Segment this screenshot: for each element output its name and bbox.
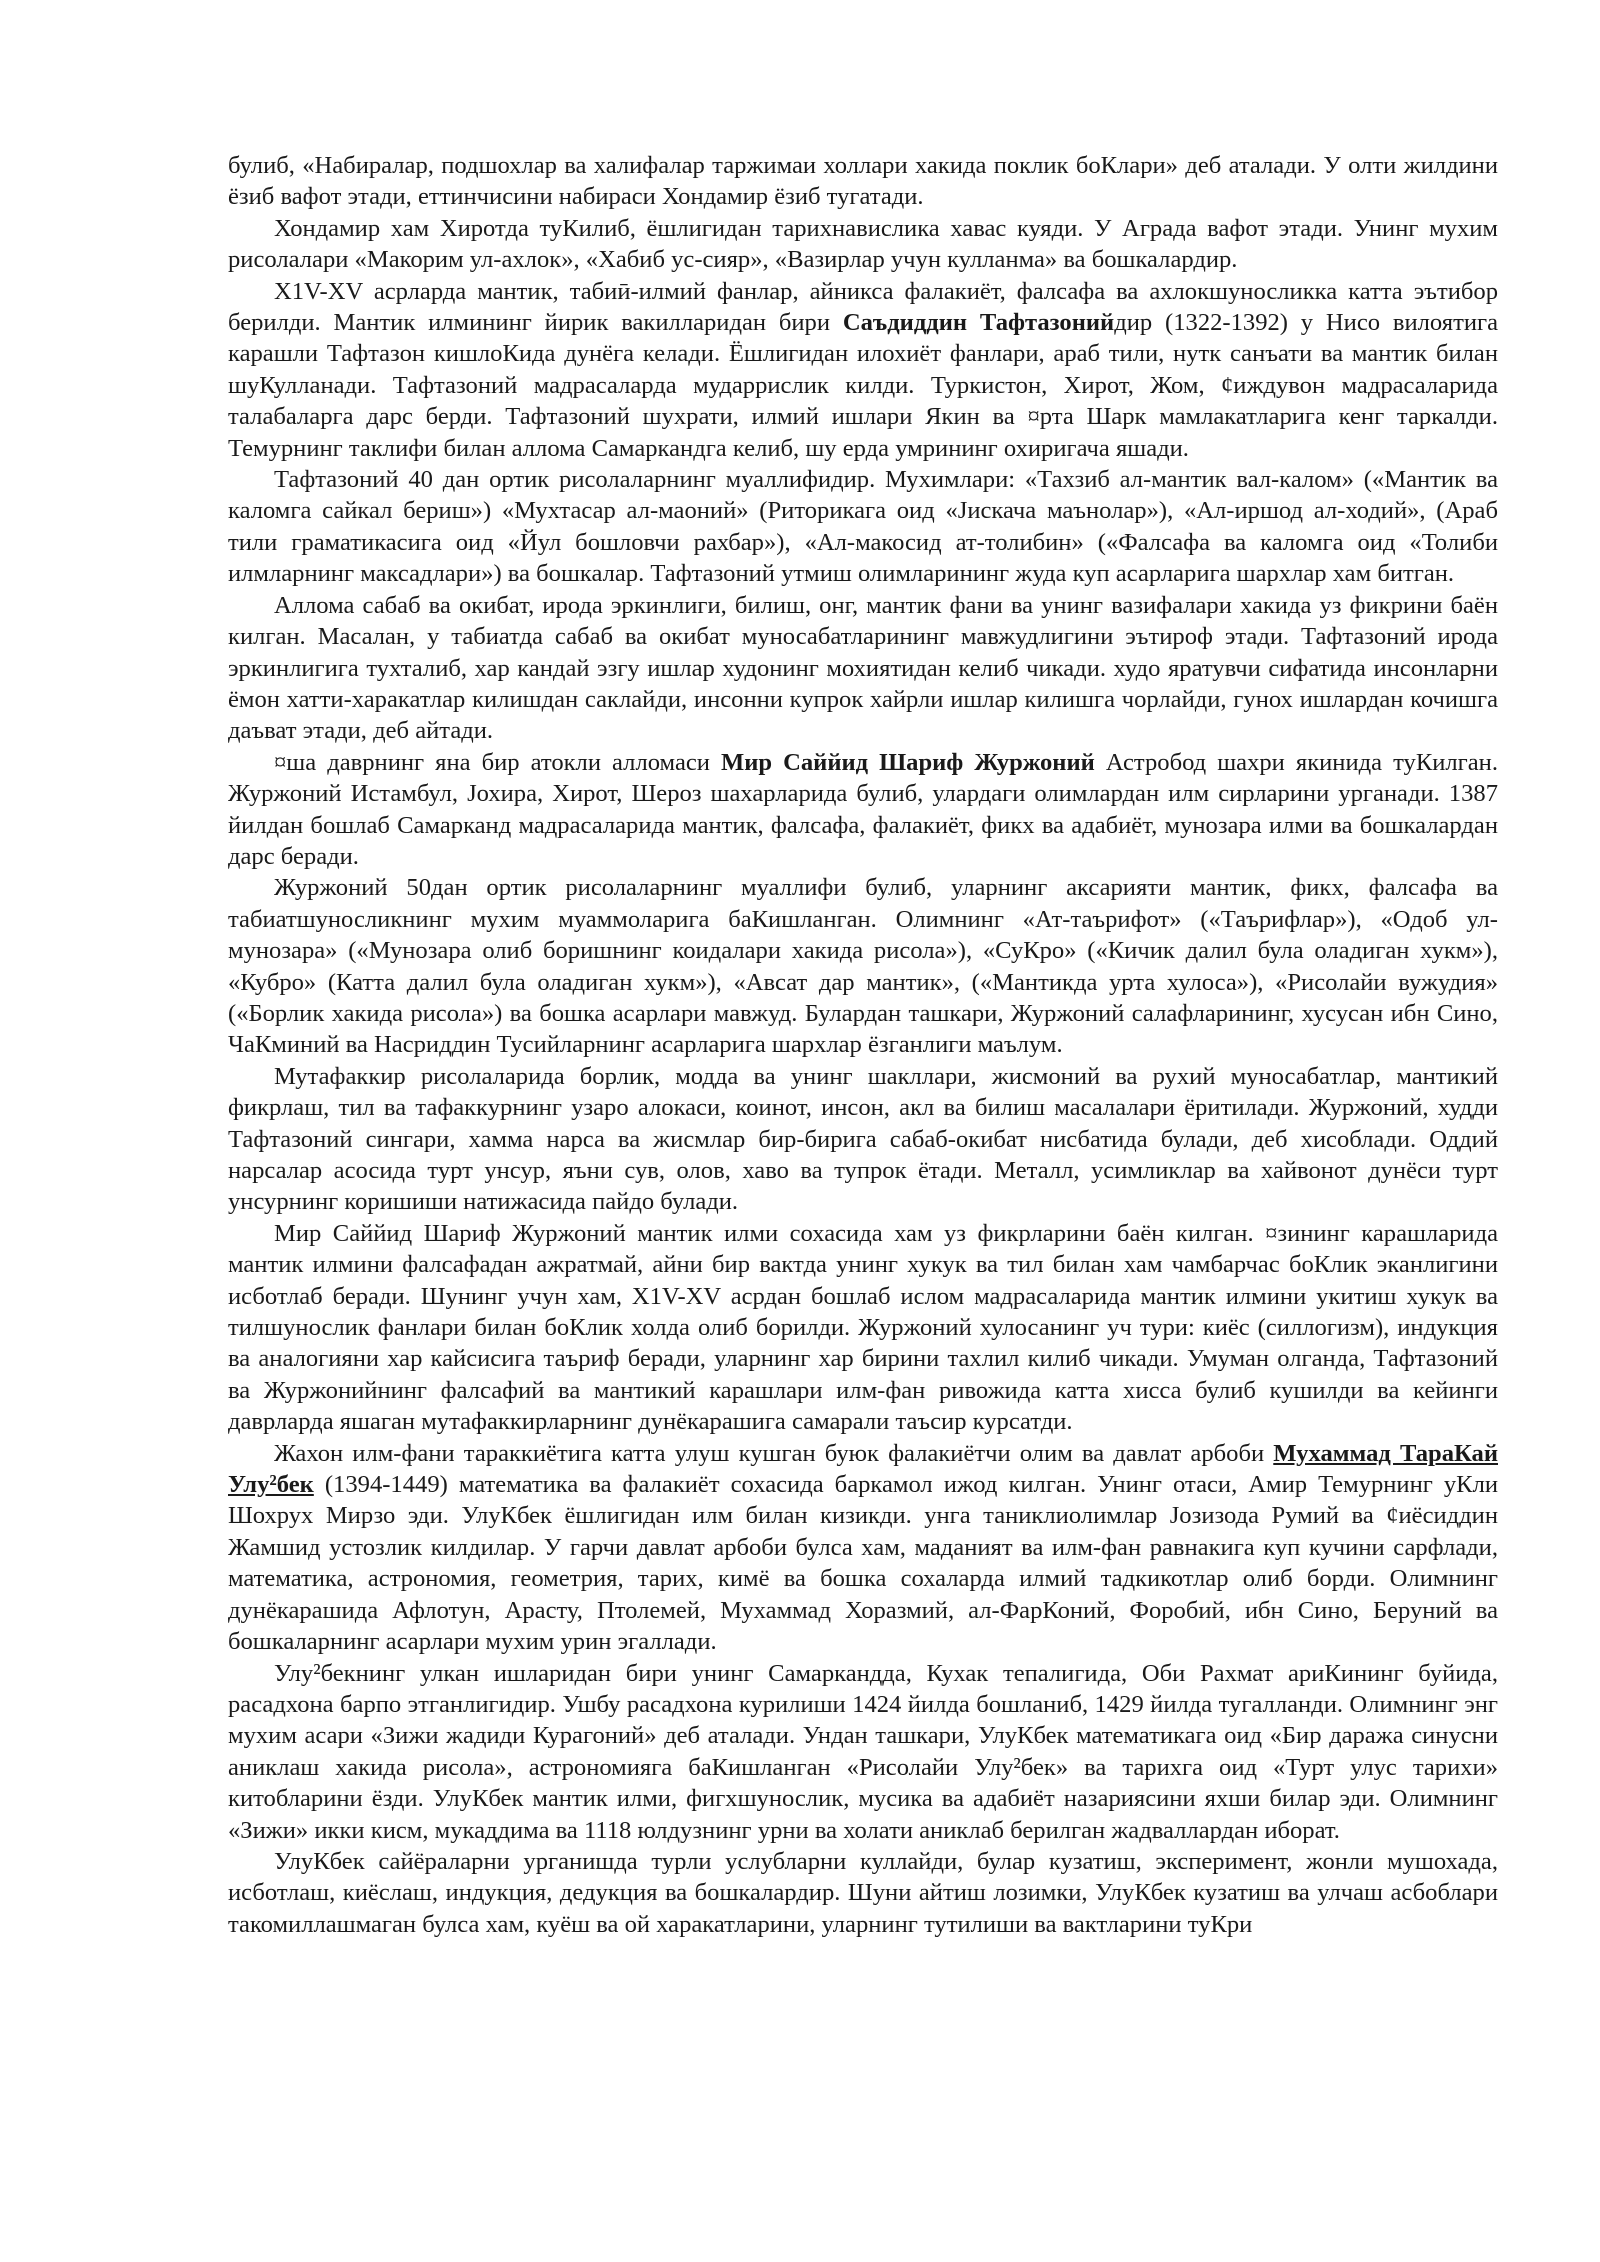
text-run: Хондамир хам Хиротда туКилиб, ёшлигидан тарихнавислика хавас куяди. У Аграда вафот этади. Унинг мухим рисолалари «Макорим ул-ахлок», «Хабиб ус-сияр», «Вазирлар учун кулланма» ва бошкалардир. bbox=[228, 214, 1498, 274]
text-run: Астробод шахри якинида туКилган. Журжоний Истамбул, Јохира, Хирот, Шероз шахарларида булиб, улардаги олимлардан илм сирларини урганади. 1387 йилдан бошлаб Самарканд мадрасаларида мантик, фалсафа, фалакиёт, фикх ва адабиёт, мунозара илми ва бошкалардан дарс беради. bbox=[228, 748, 1498, 870]
paragraph bbox=[228, 590, 1498, 747]
text-run: УлуКбек сайёраларни урганишда турли услубларни куллайди, булар кузатиш, эксперимент, жонли мушохада, исботлаш, киёслаш, индукция, дедукция ва бошкалардир. Шуни айтиш лозимки, УлуКбек кузатиш ва улчаш асбоблари такомиллашмаган булса хам, куёш ва ой харакатларини, уларнинг тутилиши ва вактларини туКри bbox=[228, 1847, 1498, 1938]
paragraph bbox=[228, 1658, 1498, 1846]
text-run: Мутафаккир рисолаларида борлик, модда ва унинг шакллари, жисмоний ва рухий муносабатлар, мантикий фикрлаш, тил ва тафаккурнинг узаро алокаси, коинот, инсон, акл ва билиш масалалари ёритилади. Журжоний, худди Тафтазоний сингари, хамма нарса ва жисмлар бир-бирига сабаб-окибат нисбатида булади, деб хисоблади. Оддий нарсалар асосида турт унсур, яъни сув, олов, хаво ва тупрок ётади. Металл, усимликлар ва хайвонот дунёси турт унсурнинг коришиши натижасида пайдо булади. bbox=[228, 1062, 1498, 1216]
text-run: дир (1322-1392) у Нисо вилоятига карашли Тафтазон кишлоКида дунёга келади. Ёшлигидан илохиёт фанлари, араб тили, нутк санъати ва мантик билан шуКулланади. Тафтазоний мадрасаларда мударрислик килди. Туркистон, Хирот, Жом, ¢иждувон мадрасаларида талабаларга дарс берди. Тафтазоний шухрати, илмий ишлари Якин ва ¤рта Шарк мамлакатларига кенг таркалди. Темурнинг таклифи билан аллома Самаркандга келиб, шу ерда умрининг охиригача яшади. bbox=[228, 309, 1498, 462]
paragraph bbox=[228, 1061, 1498, 1218]
text-run: Мир Саййид Шариф Журжоний мантик илми сохасида хам уз фикрларини баён килган. ¤зининг карашларида мантик илмини фалсафадан ажратмай, айни бир вактда унинг хукук ва тил билан хам чамбарчас боКлик эканлигини исботлаб беради. Шунинг учун хам, X1V-XV асрдан бошлаб ислом мадрасаларида мантик илмини укитиш хукук ва тилшунослик фанлари билан боКлик холда олиб борилди. Журжоний хулосанинг уч тури: киёс (силлогизм), индукция ва аналогияни хар кайсисига таъриф беради, уларнинг хар бирини тахлил килиб чикади. Умуман олганда, Тафтазоний ва Журжонийнинг фалсафий ва мантикий карашлари илм-фан ривожида катта хисса булиб кушилди ва кейинги даврларда яшаган мутафаккирларнинг дунёкарашига самарали таъсир курсатди. bbox=[228, 1219, 1498, 1436]
document-page bbox=[228, 150, 1498, 1940]
text-run: X1V-XV асрларда мантик, табиӣ-илмий фанлар, айникса фалакиёт, фалсафа ва ахлокшуносликка катта эътибор берилди. Мантик илмининг йирик вакилларидан бири bbox=[228, 277, 1498, 337]
paragraph bbox=[228, 150, 1498, 213]
bold-name: Мир Саййид Шариф Журжоний bbox=[720, 748, 1095, 776]
paragraph bbox=[228, 747, 1498, 873]
text-run: Улу²бекнинг улкан ишларидан бири унинг Самаркандда, Кухак тепалигида, Оби Рахмат ариКининг буйида, расадхона барпо этганлигидир. Ушбу расадхона курилиши 1424 йилда бошланиб, 1429 йилда тугалланди. Олимнинг энг мухим асари «Зижи жадиди Курагоний» деб аталади. Ундан ташкари, УлуКбек математикага оид «Бир даража синусни аниклаш хакида рисола», астрономияга баКишланган «Рисолайи Улу²бек» ва тарихга оид «Турт улус тарихи» китобларини ёзди. УлуКбек мантик илми, фигхшунослик, мусика ва адабиёт назариясини яхши билар эди. Олимнинг «Зижи» икки кисм, мукаддима ва 1118 юлдузнинг урни ва холати аниклаб берилган жадваллардан иборат. bbox=[228, 1659, 1498, 1844]
paragraph bbox=[228, 1846, 1498, 1940]
paragraph bbox=[228, 872, 1498, 1060]
text-run: ¤ша даврнинг яна бир атокли алломаси bbox=[274, 748, 721, 776]
bold-name: Саъдиддин Тафтазоний bbox=[842, 309, 1115, 337]
text-run: Журжоний 50дан ортик рисолаларнинг муаллифи булиб, уларнинг аксарияти мантик, фикх, фалсафа ва табиатшуносликнинг мухим муаммоларига баКишланган. Олимнинг «Ат-таърифот» («Таърифлар»), «Одоб ул-мунозара» («Мунозара олиб боришнинг коидалари хакида рисола»), «СуКро» («Кичик далил була оладиган хукм»), «Кубро» (Катта далил була оладиган хукм»), «Авсат дар мантик», («Мантикда урта хулоса»), «Рисолайи вужудия» («Борлик хакида рисола») ва бошка асарлари мавжуд. Булардан ташкари, Журжоний салафларининг, хусусан ибн Сино, ЧаКминий ва Насриддин Тусийларнинг асарларига шархлар ёзганлиги маълум. bbox=[228, 874, 1498, 1059]
paragraph bbox=[228, 1438, 1498, 1658]
text-run: булиб, «Набиралар, подшохлар ва халифалар таржимаи холлари хакида поклик боКлари» деб аталади. У олти жилдини ёзиб вафот этади, еттинчисини набираси Хондамир ёзиб тугатади. bbox=[228, 152, 1498, 211]
emphasized-name: Мухаммад ТараКай Улу²бек bbox=[228, 1439, 1498, 1499]
text-run: Аллома сабаб ва окибат, ирода эркинлиги, билиш, онг, мантик фани ва унинг вазифалари хакида уз фикрини баён килган. Масалан, у табиатда сабаб ва окибат муносабатларининг мавжудлигини эътироф этади. Тафтазоний ирода эркинлигига тухталиб, хар кандай эзгу ишлар худонинг мохиятидан келиб чикади. худо яратувчи сифатида инсонларни ёмон хатти-харакатлар килишдан саклайди, инсонни купрок хайрли ишлар килишга чорлайди, гунох ишлардан кочишга даъват этади, деб айтади. bbox=[228, 591, 1498, 745]
paragraph bbox=[228, 464, 1498, 590]
paragraph bbox=[228, 276, 1498, 464]
paragraph bbox=[228, 213, 1498, 276]
text-run: Тафтазоний 40 дан ортик рисолаларнинг муаллифидир. Мухимлари: «Тахзиб ал-мантик вал-калом» («Мантик ва каломга сайкал бериш») «Мухтасар ал-маоний» (Риторикага оид «Јискача маънолар»), «Ал-иршод ал-ходий», (Араб тили граматикасига оид «Йул бошловчи рахбар»), «Ал-макосид ат-толибин» («Фалсафа ва каломга оид «Толиби илмларнинг максадлари») ва бошкалар. Тафтазоний утмиш олимларининг жуда куп асарларига шархлар хам битган. bbox=[228, 466, 1498, 588]
text-run: (1394-1449) математика ва фалакиёт сохасида баркамол ижод килган. Унинг отаси, Амир Темурнинг уКли Шохрух Мирзо эди. УлуКбек ёшлигидан илм билан кизикди. унга таниклиолимлар Јозизода Румий ва ¢иёсиддин Жамшид устозлик килдилар. У гарчи давлат арбоби булса хам, маданият ва илм-фан равнакига куп кучини сарфлади, математика, астрономия, геометрия, тарих, кимё ва бошка сохаларда илмий тадкикотлар олиб борди. Олимнинг дунёкарашида Афлотун, Арасту, Птолемей, Мухаммад Хоразмий, ал-ФарКоний, Форобий, ибн Сино, Беруний ва бошкаларнинг асарлари мухим урин эгаллади. bbox=[228, 1471, 1498, 1656]
text-run: Жахон илм-фани тараккиётига катта улуш кушган буюк фалакиётчи олим ва давлат арбоби bbox=[274, 1439, 1274, 1467]
paragraph bbox=[228, 1218, 1498, 1438]
